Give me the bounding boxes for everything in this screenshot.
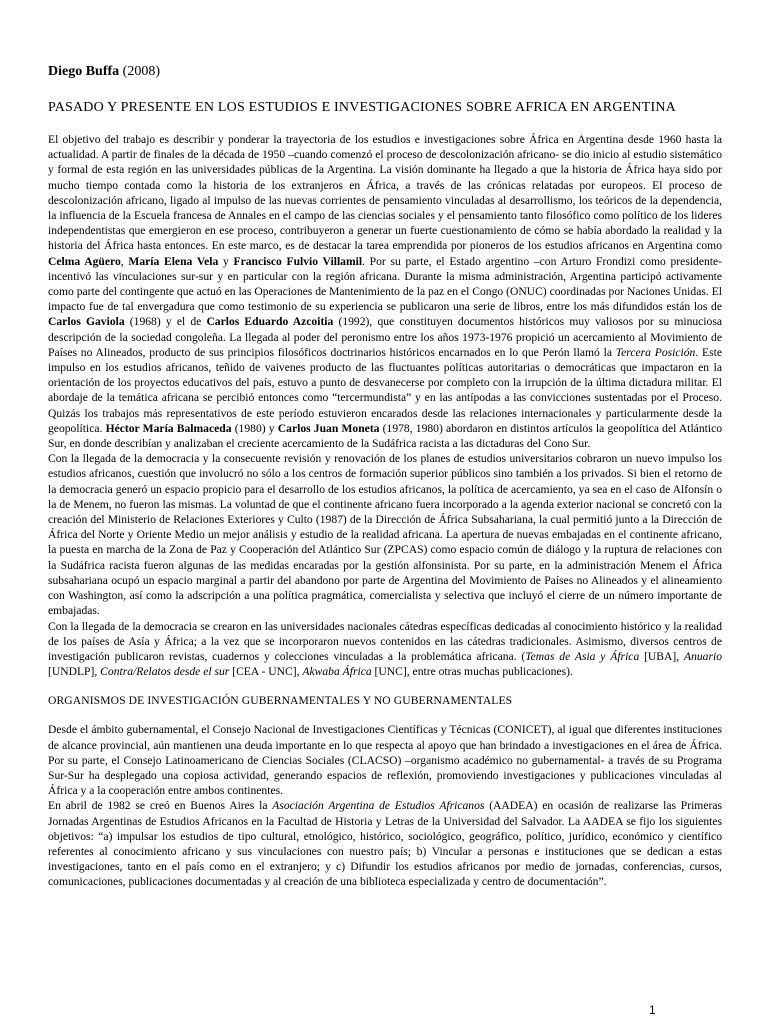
bold-name: Carlos Eduardo Azcoitia: [206, 315, 334, 329]
text-run: ,: [120, 254, 129, 268]
paragraph-4: [48, 722, 722, 798]
text-run: El objetivo del trabajo es describir y ponderar la trayectoria de los estudios e investigaciones sobre África en Argentina desde 1960 hasta la actualidad. A partir de finales de la década de 1950 –cuando comenzó el proceso de descolonización africano- se dio inicio al estudio sistemático y formal de esta región en las universidades públicas de la Argentina. La visión dominante ha llegado a que la historia de África haya sido por mucho tiempo contada como la historia de los extranjeros en África, a través de las crónicas relatadas por europeos. El proceso de descolonización africano, ligado al impulso de las nuevas corrientes de pensamiento vinculadas al desarrollismo, los teóricos de la dependencia, la influencia de la Escuela francesa de Annales en el campo de las ciencias sociales y el pensamiento tanto filosófico como político de los lideres independentistas que emergieron en ese proceso, contribuyeron a generar un fuerte cuestionamiento de cómo se había abordado la realidad y la historia del África hasta entonces. En este marco, es de destacar la tarea emprendida por pioneros de los estudios africanos en Argentina como: [48, 133, 722, 253]
text-run: [UBA],: [639, 649, 684, 663]
text-run: En abril de 1982 se creó en Buenos Aires la: [48, 799, 273, 813]
text-run: [UNC], entre otras muchas publicaciones).: [371, 665, 573, 679]
text-run: . Este impulso en los estudios africanos, teñido de vaivenes producto de las fluctuantes políticas autoritarias o democráticas que impactaron en la orientación de los proyectos educativos del país, estuvo a punto de desvanecerse por completo con la irrupción de la última dictadura militar. El abordaje de la temática africana se percibió entonces como “tercermundista” y en las antípodas a las convicciones sustentadas por el Proceso. Quizás los trabajos más representativos de este período estuvieron encarados desde las relaciones internacionales y particularmente desde la geopolítica.: [48, 345, 722, 435]
document-page: [48, 64, 722, 890]
bold-name: Carlos Gaviola: [48, 315, 125, 329]
paragraph-3: [48, 619, 722, 680]
document-title: PASADO Y PRESENTE EN LOS ESTUDIOS E INVESTIGACIONES SOBRE AFRICA EN ARGENTINA: [48, 100, 676, 115]
bold-name: Héctor María Balmaceda: [105, 421, 232, 435]
text-run: Desde el ámbito gubernamental, el Consejo Nacional de Investigaciones Científicas y Técnicas (CONICET), al igual que diferentes instituciones de alcance provincial, aún mantienen una deuda importante en lo que respecta al apoyo que han brindado a investigaciones en el área de África. Por su parte, el Consejo Latinoamericano de Ciencias Sociales (CLACSO) –organismo académico no gubernamental- a través de su Programa Sur-Sur ha desplegado una copiosa actividad, generando espacios de reflexión, promoviendo investigaciones y publicaciones vinculadas al África y a la cooperación entre ambos continentes.: [48, 723, 722, 798]
italic-title: Tercera Posición: [615, 345, 696, 359]
text-run: . Por su parte, el Estado argentino –con Arturo Frondizi como presidente- incentivó las vinculaciones sur-sur y en particular con la región africana. Durante la misma administración, Argentina participó activamente como parte del contingente que actuó en las Operaciones de Mantenimiento de la paz en el Congo (ONUC) coordinadas por Naciones Unidas. El impacto fue de tal envergadura que como testimonio de su experiencia se publicaron una serie de libros, entre los más difundidos están los de: [48, 254, 723, 314]
paragraph-1: [48, 132, 722, 451]
text-run: (1978, 1980) abordaron en distintos artículos la geopolítica del Atlántico Sur, en donde describían y analizaban el creciente acercamiento de la Sudáfrica racista a las dictaduras del Cono Sur.: [48, 421, 723, 451]
italic-title: Asociación Argentina de Estudios Africanos: [272, 799, 485, 813]
publication-year: (2008): [122, 64, 160, 79]
text-run: [CEA - UNC],: [229, 665, 303, 679]
italic-title: Anuario: [684, 649, 723, 663]
author-line: [48, 64, 722, 80]
bold-name: Francisco Fulvio Villamil: [233, 254, 363, 268]
text-run: (1968) y el de: [124, 315, 207, 329]
bold-name: Carlos Juan Moneta: [277, 421, 380, 435]
text-run: (AADEA) en ocasión de realizarse las Primeras Jornadas Argentinas de Estudios Africanos en la Facultad de Historia y Letras de la Universidad del Salvador. La AADEA se fijo los siguientes objetivos: “a) impulsar los estudios de tipo cultural, etnológico, histórico, sociológico, geográfico, político, jurídico, económico y científico referentes al conocimiento africano y sus vinculaciones con nuestro país; b) Vincular a personas e instituciones que se dedican a estas investigaciones, tanto en el país como en el extranjero; y c) Difundir los estudios africanos por medio de jornadas, conferencias, cursos, comunicaciones, publicaciones documentadas y al creación de una biblioteca especializada y centro de documentación”.: [48, 799, 722, 889]
italic-title: Akwaba África: [302, 665, 372, 679]
text-run: (1992), que constituyen documentos históricos muy valiosos por su minuciosa descripción de la sociedad congoleña. La llegada al poder del peronismo entre los años 1973-1976 propició un acercamiento al Movimiento de Países no Alineados, producto de sus principios filosóficos doctrinarios históricos encarnados en lo que Perón llamó la: [48, 315, 722, 359]
italic-title: Contra/Relatos desde el sur: [100, 665, 230, 679]
text-run: Con la llegada de la democracia y la consecuente revisión y renovación de los planes de estudios universitarios cobraron un nuevo impulso los estudios africanos, cuestión que involucró no sólo a los centros de formación superior públicos sino también a los privados. Si bien el retorno de la democracia generó un espacio propicio para el desarrollo de los estudios africanos, la política de acercamiento, ya sea en el caso de Alfonsín o la de Menem, no fueron las mismas. La voluntad de que el continente africano fuera incorporado a la agenda exterior nacional se concretó con la creación del Ministerio de Relaciones Exteriores y Culto (1987) de la Dirección de África Subsahariana, la cual permitió junto a la Dirección de África del Norte y Oriente Medio un mejor análisis y estudio de la realidad africana. La apertura de nuevas embajadas en el continente africano, la puesta en marcha de la Zona de Paz y Cooperación del Atlántico Sur (ZPCAS) como espacio común de diálogo y la ruptura de relaciones con la Sudáfrica racista fueron algunas de las medidas encaradas por la gestión alfonsinista. Por su parte, en la administración Menem el África subsahariana ocupó un espacio marginal a partir del abandono por parte de Argentina del Movimiento de Países no Alineados y el alineamiento con Washington, así como la adscripción a una política pragmática, comercialista y selectiva que incluyó el cierre de un número importante de embajadas.: [48, 452, 722, 618]
paragraph-5: [48, 798, 722, 889]
bold-name: María Elena Vela: [128, 254, 219, 268]
section-heading: ORGANISMOS DE INVESTIGACIÓN GUBERNAMENTALES Y NO GUBERNAMENTALES: [48, 694, 513, 708]
text-run: [UNDLP],: [48, 665, 101, 679]
paragraph-2: [48, 451, 722, 618]
italic-title: Temas de Asia y África: [525, 649, 640, 663]
text-run: (1980) y: [231, 421, 278, 435]
bold-name: Celma Agüero: [48, 254, 121, 268]
text-run: Con la llegada de la democracia se crearon en las universidades nacionales cátedras específicas dedicadas al conocimiento histórico y la realidad de los países de Asía y África; a la vez que se incorporaron nuevos contenidos en las cátedras tradicionales. Asimismo, diversos centros de investigación publicaron revistas, cuadernos y colecciones vinculadas a la problemática africana. (: [48, 619, 722, 663]
page-number: 1: [649, 1003, 656, 1017]
text-run: y: [218, 254, 234, 268]
author-name: Diego Buffa: [48, 64, 120, 79]
